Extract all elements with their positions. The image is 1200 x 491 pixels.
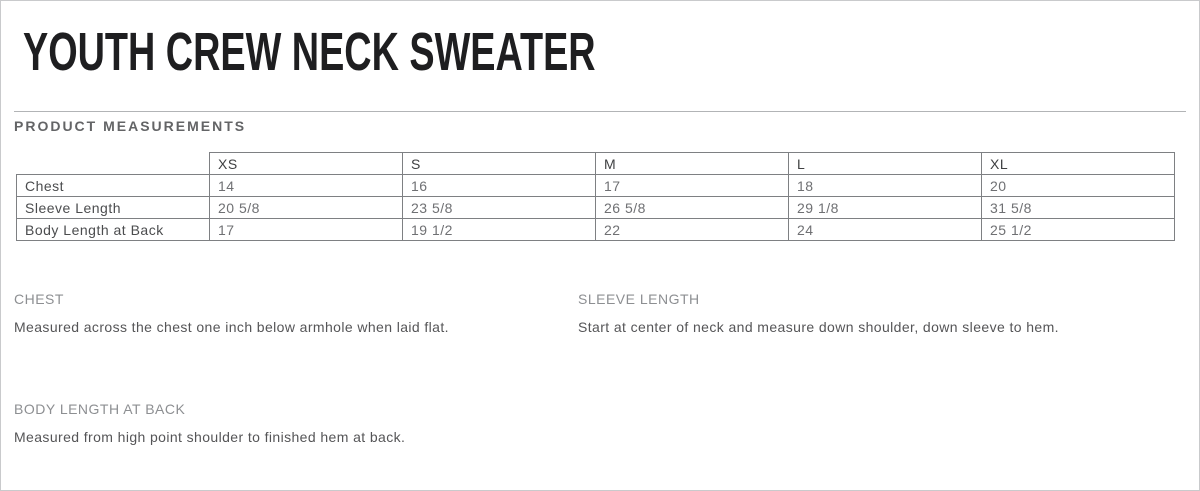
cell-body-m: 22: [596, 219, 789, 241]
definition-sleeve-body: Start at center of neck and measure down shoulder, down sleeve to hem.: [578, 319, 1059, 335]
cell-chest-s: 16: [403, 175, 596, 197]
cell-chest-m: 17: [596, 175, 789, 197]
definition-sleeve-length: [578, 289, 1095, 341]
cell-body-l: 24: [789, 219, 982, 241]
column-header-l: L: [789, 153, 982, 175]
cell-chest-xs: 14: [210, 175, 403, 197]
page-title: YOUTH CREW NECK SWEATER: [23, 22, 596, 82]
table-header-row: [17, 153, 1175, 175]
blank-corner-cell: [17, 153, 210, 175]
column-header-s: S: [403, 153, 596, 175]
definition-body-length-at-back: [14, 399, 574, 451]
definition-sleeve-heading: SLEEVE LENGTH: [578, 291, 700, 307]
cell-body-s: 19 1/2: [403, 219, 596, 241]
definition-back-heading: BODY LENGTH AT BACK: [14, 401, 186, 417]
table-row-body-length: [17, 219, 1175, 241]
section-divider: [14, 111, 1186, 112]
cell-sleeve-l: 29 1/8: [789, 197, 982, 219]
column-header-xl: XL: [982, 153, 1175, 175]
column-header-xs: XS: [210, 153, 403, 175]
cell-body-xl: 25 1/2: [982, 219, 1175, 241]
definition-chest-heading: CHEST: [14, 291, 64, 307]
measurements-table: [16, 152, 1175, 241]
definition-chest: [14, 289, 539, 341]
table-row-sleeve-length: [17, 197, 1175, 219]
cell-chest-xl: 20: [982, 175, 1175, 197]
section-heading: PRODUCT MEASUREMENTS: [14, 118, 247, 134]
cell-body-xs: 17: [210, 219, 403, 241]
table-row-chest: [17, 175, 1175, 197]
cell-sleeve-s: 23 5/8: [403, 197, 596, 219]
column-header-m: M: [596, 153, 789, 175]
row-label-sleeve-length: Sleeve Length: [17, 197, 210, 219]
cell-sleeve-m: 26 5/8: [596, 197, 789, 219]
cell-chest-l: 18: [789, 175, 982, 197]
row-label-chest: Chest: [17, 175, 210, 197]
definition-back-body: Measured from high point shoulder to finished hem at back.: [14, 429, 406, 445]
row-label-body-length: Body Length at Back: [17, 219, 210, 241]
cell-sleeve-xl: 31 5/8: [982, 197, 1175, 219]
definition-chest-body: Measured across the chest one inch below armhole when laid flat.: [14, 319, 449, 335]
cell-sleeve-xs: 20 5/8: [210, 197, 403, 219]
